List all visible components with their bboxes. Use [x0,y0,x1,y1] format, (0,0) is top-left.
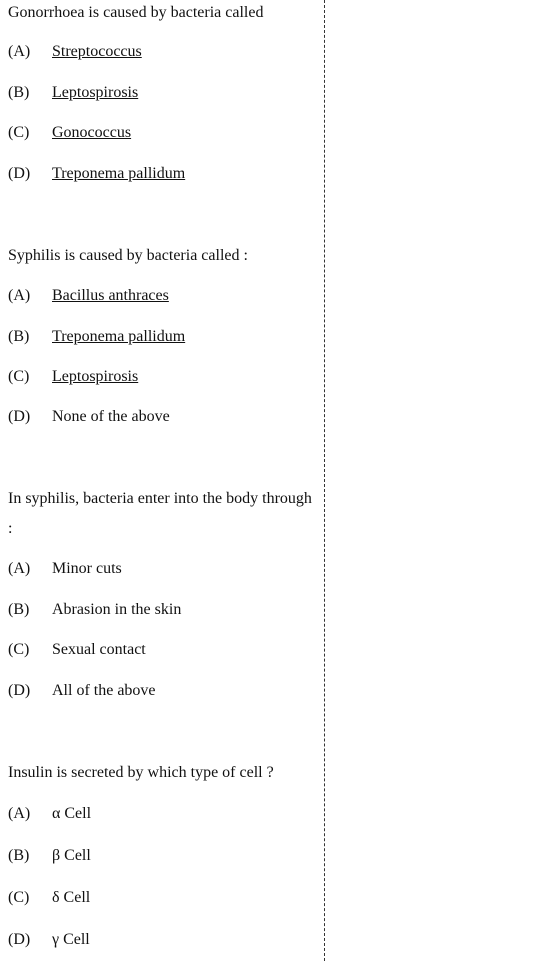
question-4-option-d[interactable]: (D) γ Cell [8,931,90,948]
question-4-text: Insulin is secreted by which type of cell ? [8,764,274,781]
question-2-option-d[interactable]: (D) None of the above [8,408,170,425]
column-divider [324,0,325,961]
question-4-option-b[interactable]: (B) β Cell [8,847,91,864]
question-2-option-c[interactable]: (C) Leptospirosis [8,368,139,385]
question-1-option-b[interactable]: (B) Leptospirosis [8,84,139,101]
question-1-option-a[interactable]: (A) Streptococcus [8,43,142,60]
question-3-text: In syphilis, bacteria enter into the body through : [8,490,312,537]
question-2-text: Syphilis is caused by bacteria called : [8,247,248,264]
question-1-option-c[interactable]: (C) Gonococcus [8,124,132,141]
question-4-option-c[interactable]: (C) δ Cell [8,889,91,906]
question-3-option-c[interactable]: (C) Sexual contact [8,641,146,658]
question-2-option-b[interactable]: (B) Treponema pallidum [8,328,186,345]
question-3-option-a[interactable]: (A) Minor cuts [8,560,122,577]
question-1-text: Gonorrhoea is caused by bacteria called [8,4,264,21]
question-3-option-d[interactable]: (D) All of the above [8,682,156,699]
question-1-option-d[interactable]: (D) Treponema pallidum [8,165,186,182]
question-2-option-a[interactable]: (A) Bacillus anthraces [8,287,169,304]
question-4-option-a[interactable]: (A) α Cell [8,805,92,822]
question-3-option-b[interactable]: (B) Abrasion in the skin [8,601,182,618]
